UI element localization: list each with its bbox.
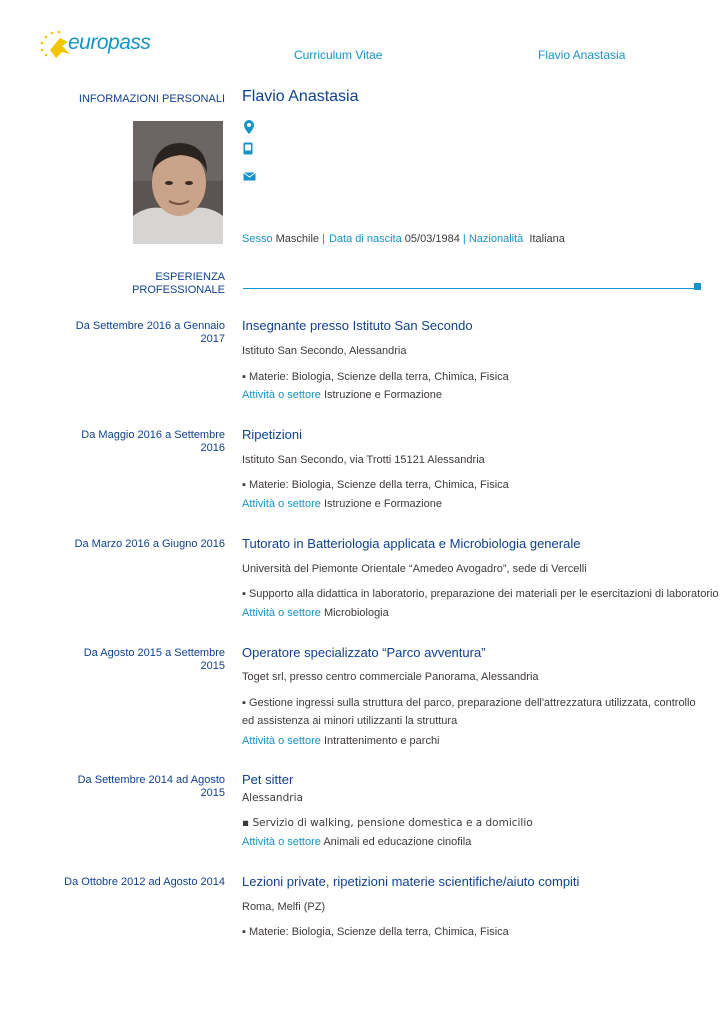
job-description: ▪ Gestione ingressi sulla struttura del parco, preparazione dell'attrezzatura utilizzata, controllo: [242, 697, 696, 709]
job-title: Insegnante presso Istituto San Secondo: [242, 318, 473, 333]
header-person-name: Flavio Anastasia: [538, 48, 626, 62]
job-date-line-2: 2017: [200, 333, 225, 345]
job-employer: Roma, Melfi (PZ): [242, 901, 326, 913]
sex-value: Maschile: [275, 233, 320, 245]
job-date-line-1: Da Agosto 2015 a Settembre: [83, 647, 225, 659]
location-pin-icon: [243, 120, 255, 139]
job-sector: [242, 735, 440, 747]
job-date: [55, 538, 225, 551]
job-date-line-2: 2015: [200, 787, 225, 799]
mobile-phone-icon: [243, 142, 253, 160]
sector-value: Animali ed educazione cinofila: [323, 836, 472, 848]
job-date-line-2: 2016: [200, 442, 225, 454]
person-name: Flavio Anastasia: [242, 88, 359, 105]
job-date: [55, 647, 225, 673]
job-date-line-1: Da Marzo 2016 a Giugno 2016: [74, 538, 225, 550]
job-description: ▪ Materie: Biologia, Scienze della terra, Chimica, Fisica: [242, 479, 509, 491]
job-date-line-1: Da Settembre 2014 ad Agosto: [77, 774, 225, 786]
job-date-line-1: Da Settembre 2016 a Gennaio: [75, 320, 225, 332]
job-date-line-1: Da Maggio 2016 a Settembre: [81, 429, 225, 441]
section-marker: [694, 283, 701, 290]
sector-value: Istruzione e Formazione: [323, 389, 442, 401]
job-description: ▪ Supporto alla didattica in laboratorio, preparazione dei materiali per le esercitazioni di laboratorio: [242, 588, 719, 600]
job-date-line-2: 2015: [200, 660, 225, 672]
job-employer: Alessandria: [242, 792, 303, 804]
experience-label-line-1: ESPERIENZA: [155, 271, 225, 283]
job-date: [55, 774, 225, 800]
separator: |: [462, 233, 466, 245]
sector-label: Attività o settore: [242, 836, 321, 848]
sector-label: Attività o settore: [242, 735, 321, 747]
job-description: ▪ Servizio di walking, pensione domestica e a domicilio: [242, 817, 533, 829]
experience-label-line-2: PROFESSIONALE: [132, 284, 225, 296]
birth-label: Data di nascita: [328, 233, 402, 245]
birth-value: 05/03/1984: [404, 233, 460, 245]
job-description: ▪ Materie: Biologia, Scienze della terra, Chimica, Fisica: [242, 371, 509, 383]
sector-value: Istruzione e Formazione: [323, 498, 442, 510]
logo-text: europass: [68, 31, 151, 54]
sector-value: Intrattenimento e parchi: [323, 735, 440, 747]
job-sector: [242, 498, 442, 510]
job-date: [55, 429, 225, 455]
job-title: Ripetizioni: [242, 427, 302, 442]
section-divider: [243, 288, 695, 289]
job-employer: Istituto San Secondo, via Trotti 15121 Alessandria: [242, 454, 485, 466]
separator: |: [322, 233, 325, 245]
job-sector: [242, 389, 442, 401]
job-date-line-1: Da Ottobre 2012 ad Agosto 2014: [64, 876, 225, 888]
personal-info-label: INFORMAZIONI PERSONALI: [78, 93, 225, 105]
job-title: Tutorato in Batteriologia applicata e Microbiologia generale: [242, 536, 581, 551]
personal-details: [242, 233, 565, 245]
sector-label: Attività o settore: [242, 607, 321, 619]
job-employer: Istituto San Secondo, Alessandria: [242, 345, 407, 357]
envelope-icon: [243, 168, 256, 186]
job-description: ▪ Materie: Biologia, Scienze della terra, Chimica, Fisica: [242, 926, 509, 938]
experience-label: [132, 271, 225, 297]
sex-label: Sesso: [242, 233, 273, 245]
job-date: [55, 320, 225, 346]
job-title: Lezioni private, ripetizioni materie scientifiche/aiuto compiti: [242, 874, 580, 889]
sector-value: Microbiologia: [323, 607, 389, 619]
nationality-label: Nazionalità: [468, 233, 524, 245]
job-title: Operatore specializzato “Parco avventura”: [242, 645, 486, 660]
job-date: [55, 876, 225, 889]
job-employer: Toget srl, presso centro commerciale Panorama, Alessandria: [242, 671, 539, 683]
profile-photo: [133, 121, 223, 244]
sector-label: Attività o settore: [242, 498, 321, 510]
nationality-value: Italiana: [529, 233, 565, 245]
job-title: Pet sitter: [242, 772, 294, 787]
sector-label: Attività o settore: [242, 389, 321, 401]
job-sector: [242, 836, 471, 848]
job-sector: [242, 607, 389, 619]
job-employer: Università del Piemonte Orientale “Amedeo Avogadro”, sede di Vercelli: [242, 563, 587, 575]
doc-title: Curriculum Vitae: [294, 48, 383, 62]
job-description-cont: ed assistenza ai minori utilizzanti la struttura: [242, 715, 458, 727]
